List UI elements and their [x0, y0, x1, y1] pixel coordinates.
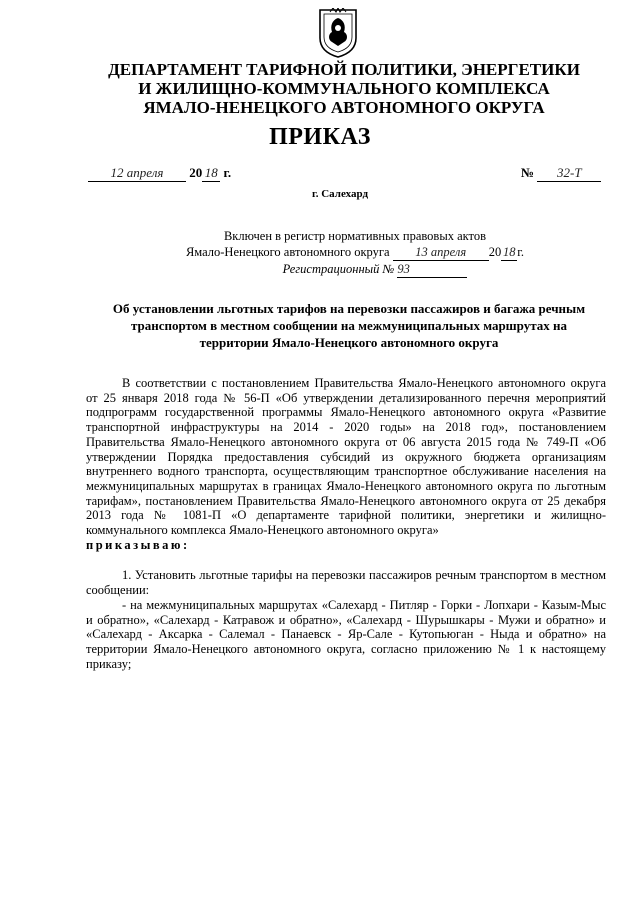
order-date-year-prefix: 20: [189, 165, 203, 180]
item-1-sub: - на межмуниципальных маршрутах «Салехард - Питляр - Горки - Лопхари - Казым-Мыс и обратно», «Салехард - Катравож и обратно», «Салехард - Шурышкары - Мужи и обратно» и «Салехард - Аксарка - Салемал - Панаевск - Яр-Сале - Кутопьюган - Ныда и обратно» на территории Ямало-Ненецкого автономного округа, согласно приложению № 1 к настоящему приказу;: [86, 597, 606, 671]
department-line-1: ДЕПАРТАМЕНТ ТАРИФНОЙ ПОЛИТИКИ, ЭНЕРГЕТИКИ: [108, 60, 580, 79]
document-heading: Об установлении льготных тарифов на перевозки пассажиров и багажа речным транспортом в местном сообщении на межмуниципальных маршрутах на территории Ямало-Ненецкого автономного округа: [112, 301, 586, 350]
registry-number: 93: [397, 261, 467, 278]
order-title: ПРИКАЗ: [269, 124, 371, 150]
department-name: [70, 60, 618, 117]
order-word: приказываю:: [86, 537, 190, 552]
coat-of-arms-icon: [316, 8, 360, 58]
registry-region: Ямало-Ненецкого автономного округа: [185, 245, 390, 259]
registry-stamp: [150, 228, 560, 278]
order-date-day-month: 12 апреля: [88, 165, 186, 182]
registry-date: 13 апреля: [393, 244, 489, 261]
registry-line-3: [190, 261, 560, 278]
order-number: [521, 165, 601, 182]
registry-g: г.: [517, 245, 525, 259]
item-1: 1. Установить льготные тарифы на перевозки пассажиров речным транспортом в местном сообщении:: [86, 568, 606, 598]
preamble-paragraph: В соответствии с постановлением Правительства Ямало-Ненецкого автономного округа от 25 января 2018 года № 56-П «Об утверждении детализированного перечня мероприятий подпрограмм государственной программы Ямало-Ненецкого автономного округа «Развитие транспортной инфраструктуры на 2014 - 2020 годы» на 2018 год», постановлением Правительства Ямало-Ненецкого автономного округа от 06 августа 2015 года № 749-П «Об утверждении Порядка предоставления субсидий из окружного бюджета организациям внутреннего водного транспорта, осуществляющим транспортное обслуживание населения на межмуниципальных маршрутах в границах Ямало-Ненецкого автономного округа по льготным тарифам», постановлением Правительства Ямало-Ненецкого автономного округа от 25 декабря 2013 года № 1081-П «О департаменте тарифной политики, энергетики и жилищно-коммунального комплекса Ямало-Ненецкого автономного округа»: [86, 376, 606, 538]
registry-year-suffix: 18: [502, 245, 516, 259]
document-body: [86, 376, 606, 671]
department-line-3: ЯМАЛО-НЕНЕЦКОГО АВТОНОМНОГО ОКРУГА: [143, 98, 545, 117]
order-number-value: 32-Т: [537, 165, 601, 182]
registry-line-2: [150, 244, 560, 261]
order-date: [88, 165, 231, 182]
order-date-g: г.: [223, 165, 232, 180]
department-line-2: И ЖИЛИЩНО-КОММУНАЛЬНОГО КОМПЛЕКСА: [138, 79, 550, 98]
registry-line-1: Включен в регистр нормативных правовых актов: [223, 229, 487, 243]
city: г. Салехард: [311, 188, 369, 200]
order-date-year-suffix: 18: [202, 165, 220, 182]
registry-number-label: Регистрационный №: [282, 262, 395, 276]
registry-year-prefix: 20: [488, 245, 502, 259]
order-number-label: №: [521, 165, 535, 180]
